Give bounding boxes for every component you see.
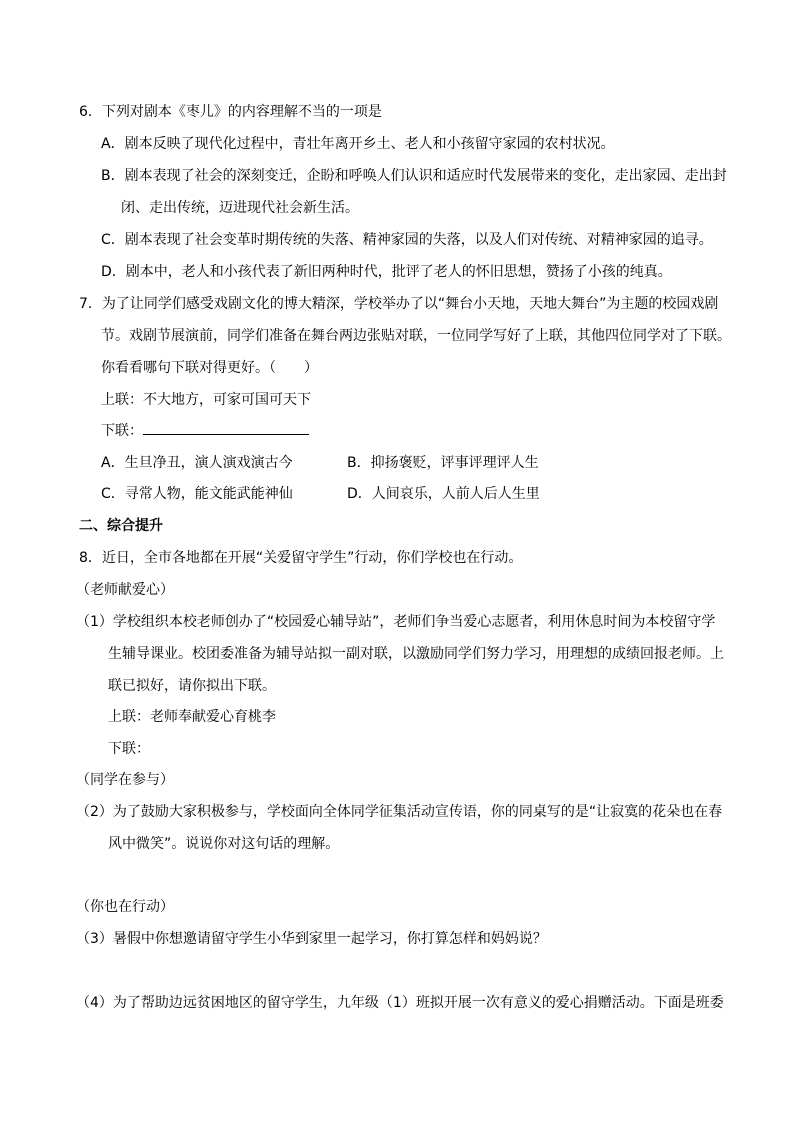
q7-stem-line1: 7．为了让同学们感受戏剧文化的博大精深，学校举办了以“舞台小天地，天地大舞台”为主题的校园戏剧 [79, 296, 719, 312]
q6-stem: 6．下列对剧本《枣儿》的内容理解不当的一项是 [79, 104, 382, 120]
q8-part1-line3: 联已拟好，请你拟出下联。 [108, 678, 276, 694]
q8-part2-line2: 风中微笑”。说说你对这句话的理解。 [108, 836, 340, 852]
q7-option-a: A．生旦净丑，演人演戏演古今 [101, 455, 293, 471]
q8-part1-lower: 下联： [108, 741, 150, 757]
q8-part3-title: （你也在行动） [76, 899, 174, 915]
q7-answer-blank [143, 434, 309, 435]
q8-part3-line: （3）暑假中你想邀请留守学生小华到家里一起学习，你打算怎样和妈妈说？ [76, 931, 547, 947]
q7-upper-couplet: 上联：不大地方，可家可国可天下 [101, 392, 311, 408]
q8-stem: 8．近日，全市各地都在开展“关爱留守学生”行动，你们学校也在行动。 [79, 550, 523, 566]
q7-option-c: C．寻常人物，能文能武能神仙 [101, 486, 293, 502]
q8-part1-upper: 上联：老师奉献爱心育桃李 [108, 709, 276, 725]
q8-part1-line1: （1）学校组织本校老师创办了“校园爱心辅导站”，老师们争当爱心志愿者，利用休息时间为本校留守学 [76, 614, 716, 630]
q6-option-d: D．剧本中，老人和小孩代表了新旧两种时代，批评了老人的怀旧思想，赞扬了小孩的纯真。 [101, 264, 672, 280]
q6-option-b-line2: 闭、走出传统，迈进现代社会新生活。 [121, 200, 359, 216]
q6-option-b-line1: B．剧本表现了社会的深刻变迁，企盼和呼唤人们认识和适应时代发展带来的变化，走出家园、走出封 [101, 168, 727, 184]
q6-option-a: A．剧本反映了现代化过程中，青壮年离开乡土、老人和小孩留守家园的农村状况。 [101, 136, 615, 152]
q8-part1-line2: 生辅导课业。校团委准备为辅导站拟一副对联，以激励同学们努力学习，用理想的成绩回报老师。上 [108, 646, 724, 662]
q8-part2-line1: （2）为了鼓励大家积极参与，学校面向全体同学征集活动宣传语，你的同桌写的是“让寂寞的花朵也在春 [76, 804, 723, 820]
q7-stem-line3: 你看看哪句下联对得更好。（ ） [101, 360, 318, 376]
q7-lower-couplet-label: 下联： [101, 423, 143, 439]
q7-option-d: D．人间哀乐，人前人后人生里 [347, 486, 540, 502]
q8-part2-title: （同学在参与） [76, 772, 174, 788]
q7-option-b: B．抑扬褒贬，评事评理评人生 [347, 455, 539, 471]
q8-part1-title: （老师献爱心） [76, 582, 174, 598]
section-title: 二、综合提升 [79, 518, 163, 534]
q7-stem-line2: 节。戏剧节展演前，同学们准备在舞台两边张贴对联，一位同学写好了上联，其他四位同学对了下联。 [101, 328, 731, 344]
q6-option-c: C．剧本表现了社会变革时期传统的失落、精神家园的失落，以及人们对传统、对精神家园的追寻。 [101, 232, 713, 248]
q8-part4-line: （4）为了帮助边远贫困地区的留守学生，九年级（1）班拟开展一次有意义的爱心捐赠活动。下面是班委 [76, 995, 724, 1011]
